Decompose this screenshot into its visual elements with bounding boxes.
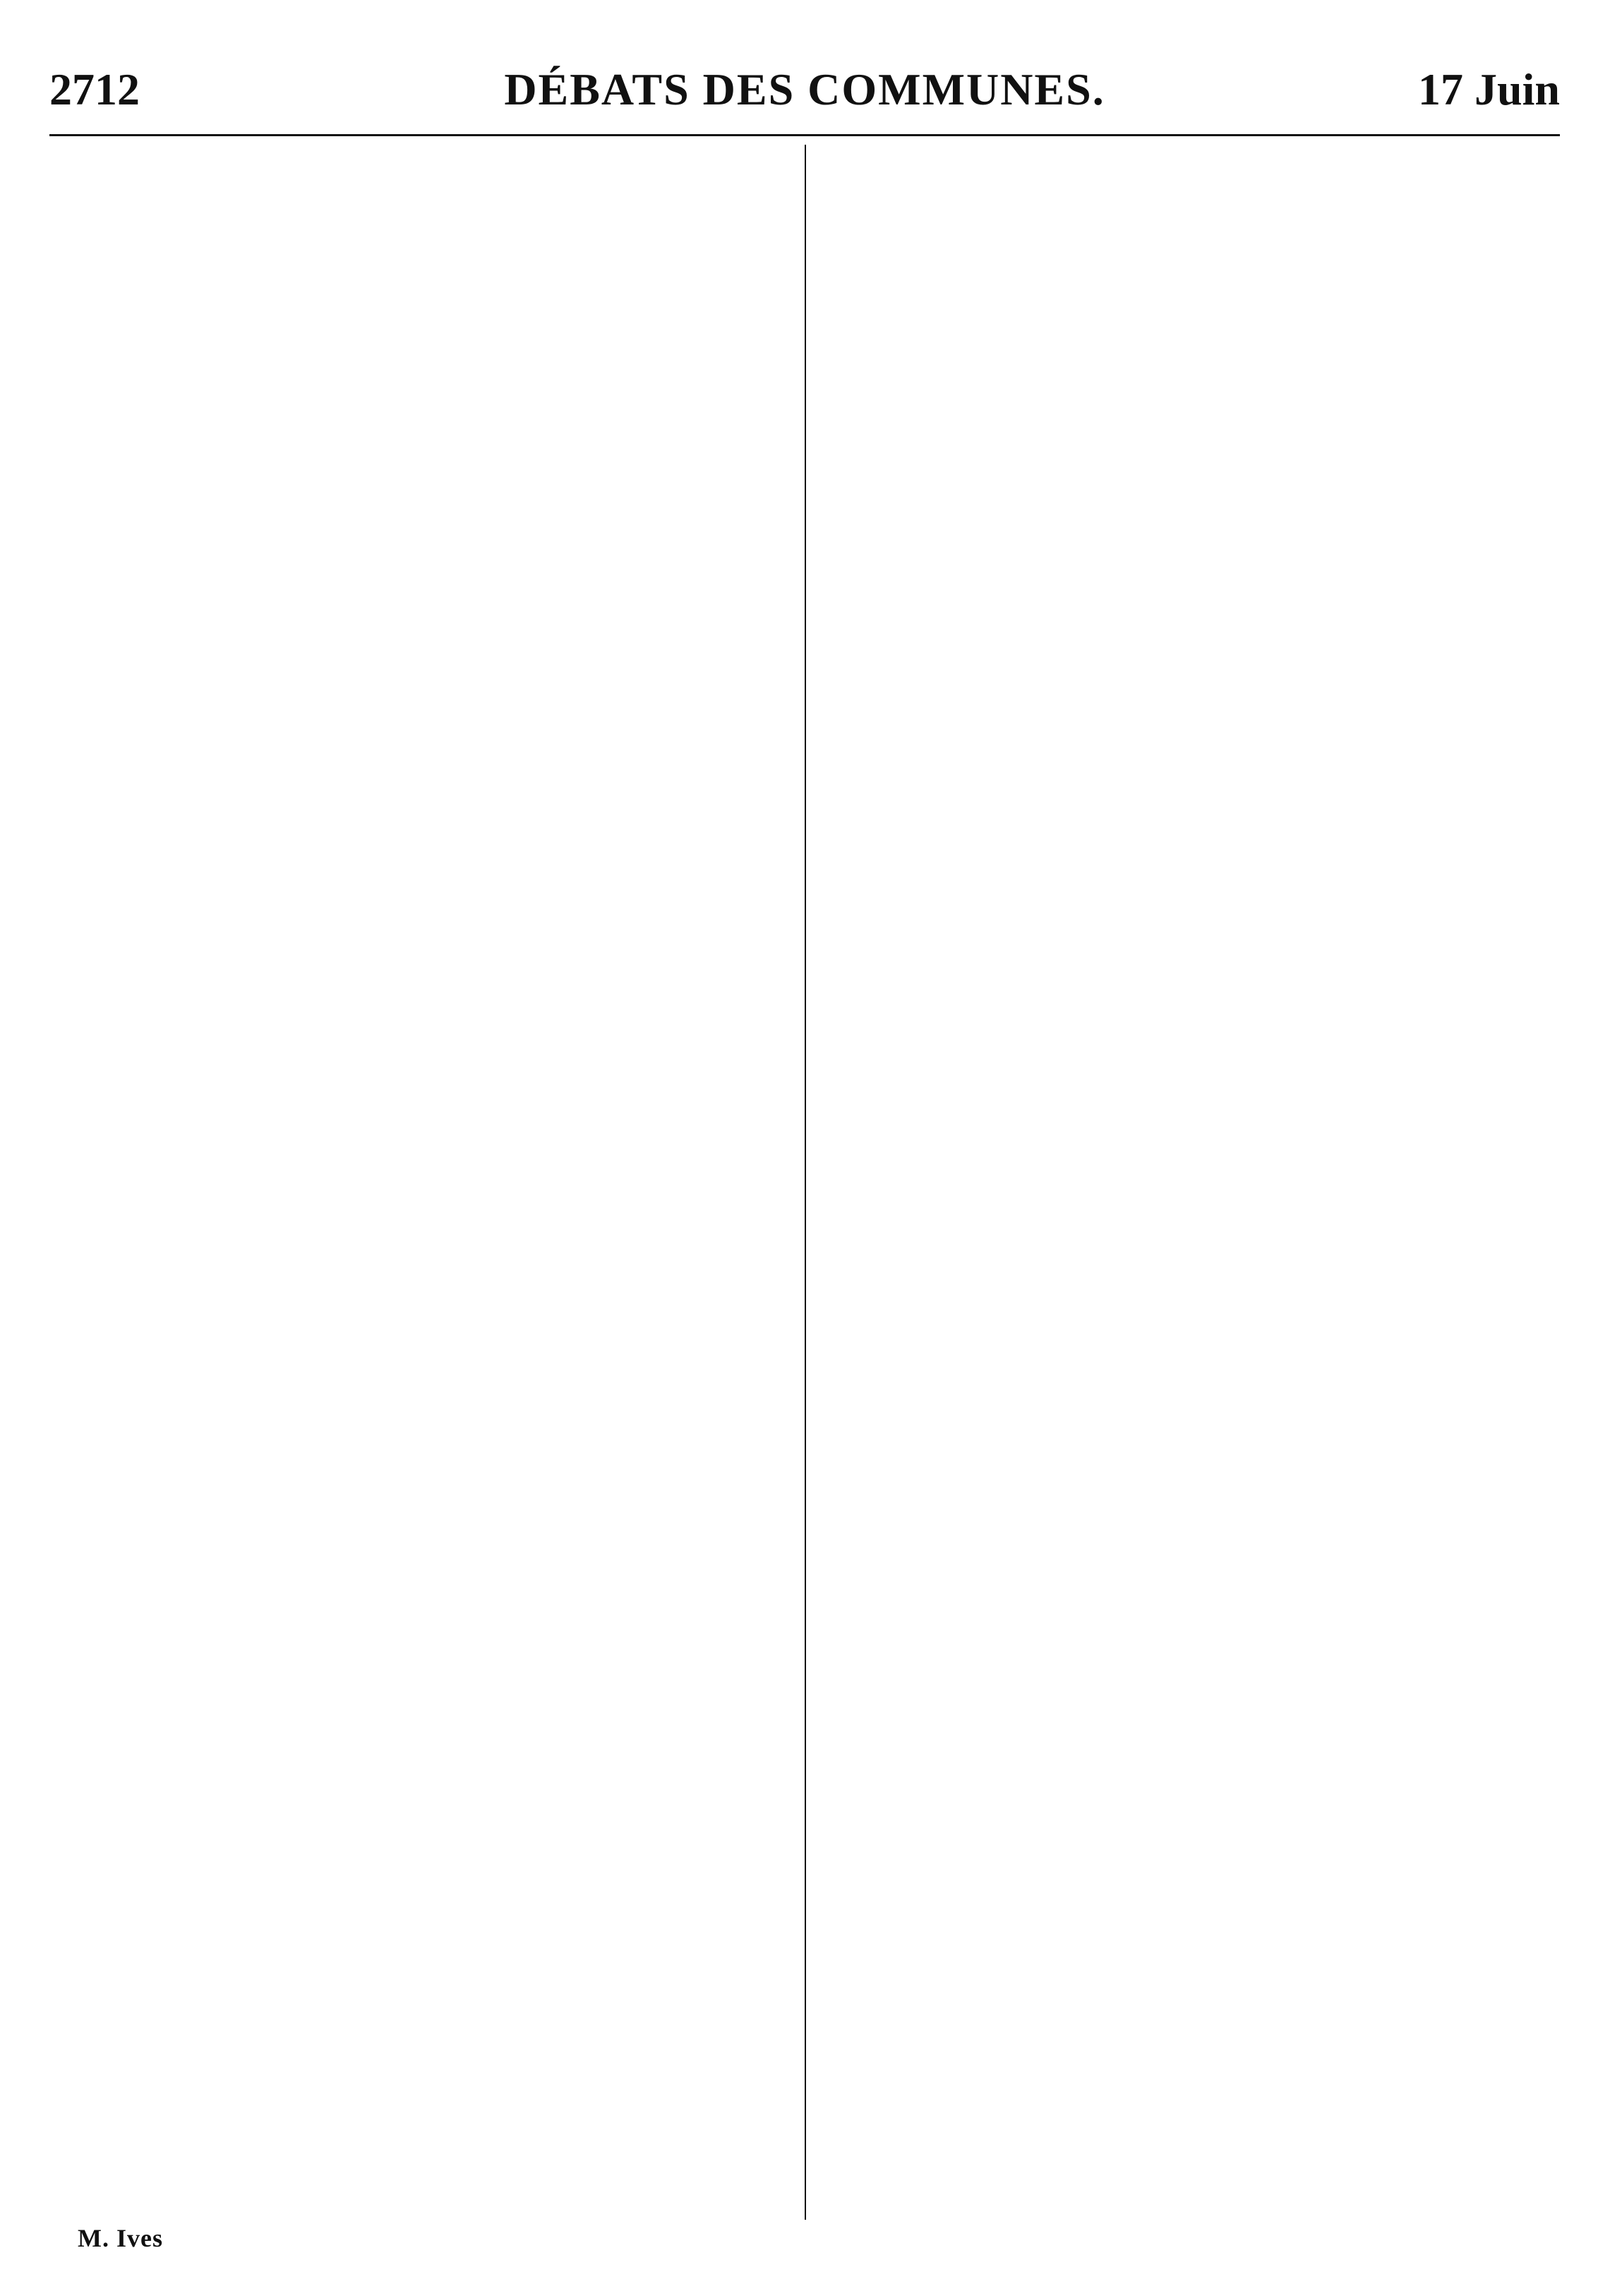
column-divider xyxy=(805,145,806,2220)
left-column xyxy=(53,152,787,2213)
right-column xyxy=(822,152,1556,2213)
page-date: 17 Juin xyxy=(1418,64,1560,114)
header-rule xyxy=(49,134,1560,136)
page-title: DÉBATS DES COMMUNES. xyxy=(504,64,1105,114)
page-number: 2712 xyxy=(49,64,140,114)
footer-speaker-note: M. Ives xyxy=(78,2224,163,2252)
page-header xyxy=(49,64,1560,120)
